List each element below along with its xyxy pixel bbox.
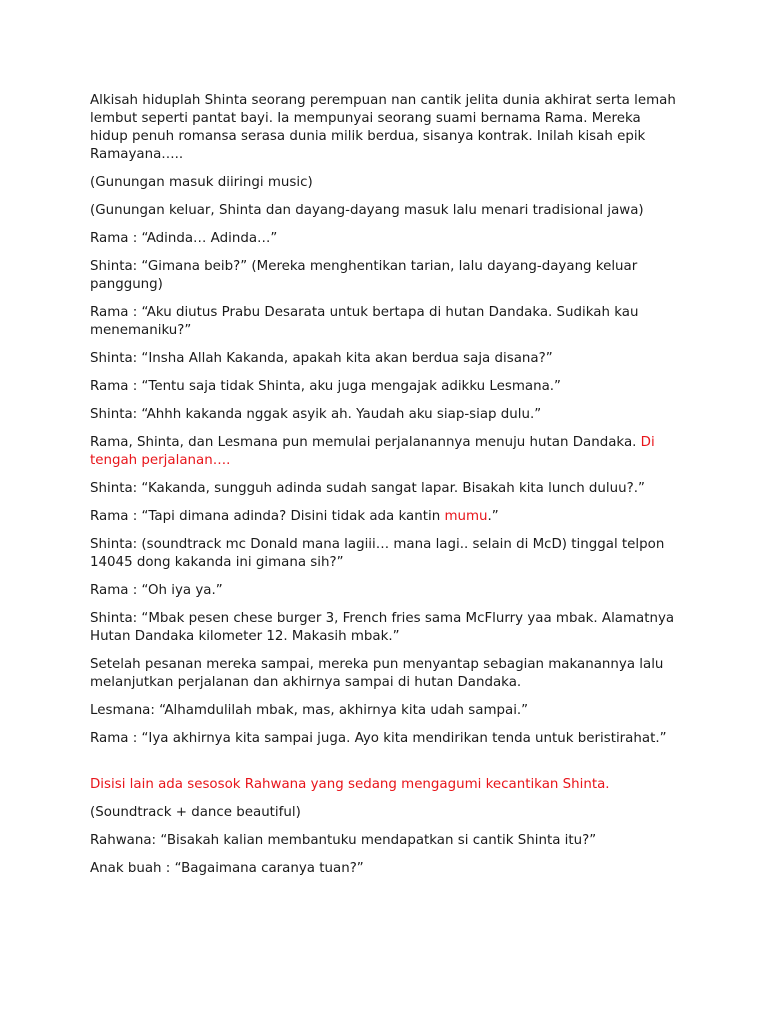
- script-paragraph: [90, 730, 680, 748]
- script-paragraph: [90, 434, 680, 470]
- script-paragraph: [90, 230, 680, 248]
- script-paragraph: [90, 174, 680, 192]
- script-paragraph: [90, 258, 680, 294]
- text-run: Lesmana: “Alhamdulilah mbak, mas, akhirnya kita udah sampai.”: [90, 703, 529, 718]
- text-run: .”: [487, 509, 499, 524]
- script-paragraph: [90, 776, 680, 794]
- text-run: Shinta: (soundtrack mc Donald mana lagiii… mana lagi.. selain di McD) tinggal telpon 14045 dong kakanda ini gimana sih?”: [90, 537, 665, 570]
- script-paragraph: [90, 378, 680, 396]
- script-paragraph: [90, 656, 680, 692]
- script-paragraph: [90, 536, 680, 572]
- script-paragraph: [90, 508, 680, 526]
- highlighted-text-run: Disisi lain ada sesosok Rahwana yang sedang mengagumi kecantikan Shinta.: [90, 777, 610, 792]
- text-run: Alkisah hiduplah Shinta seorang perempuan nan cantik jelita dunia akhirat serta lemah lembut seperti pantat bayi. Ia mempunyai seorang suami bernama Rama. Mereka hidup penuh romansa serasa dunia milik berdua, sisanya kontrak. Inilah kisah epik Ramayana…..: [90, 93, 676, 162]
- text-run: Shinta: “Gimana beib?” (Mereka menghentikan tarian, lalu dayang-dayang keluar panggung): [90, 259, 638, 292]
- text-run: (Gunungan masuk diiringi music): [90, 175, 313, 190]
- document-page: [90, 92, 680, 888]
- script-paragraph: [90, 582, 680, 600]
- text-run: Rama : “Tentu saja tidak Shinta, aku juga mengajak adikku Lesmana.”: [90, 379, 561, 394]
- text-run: (Gunungan keluar, Shinta dan dayang-dayang masuk lalu menari tradisional jawa): [90, 203, 644, 218]
- highlighted-text-run: mumu: [444, 509, 488, 524]
- script-paragraph: [90, 202, 680, 220]
- text-run: Rahwana: “Bisakah kalian membantuku mendapatkan si cantik Shinta itu?”: [90, 833, 597, 848]
- text-run: Rama : “Aku diutus Prabu Desarata untuk bertapa di hutan Dandaka. Sudikah kau menemaniku?”: [90, 305, 639, 338]
- text-run: Rama, Shinta, dan Lesmana pun memulai perjalanannya menuju hutan Dandaka.: [90, 435, 641, 450]
- script-paragraph: [90, 350, 680, 368]
- script-paragraph: [90, 304, 680, 340]
- script-paragraph: [90, 92, 680, 164]
- text-run: (Soundtrack + dance beautiful): [90, 805, 301, 820]
- script-paragraph: [90, 610, 680, 646]
- text-run: Rama : “Iya akhirnya kita sampai juga. Ayo kita mendirikan tenda untuk beristirahat.”: [90, 731, 667, 746]
- text-run: Rama : “Adinda… Adinda…”: [90, 231, 278, 246]
- script-paragraph: [90, 860, 680, 878]
- text-run: Shinta: “Insha Allah Kakanda, apakah kita akan berdua saja disana?”: [90, 351, 553, 366]
- text-run: Rama : “Tapi dimana adinda? Disini tidak ada kantin: [90, 509, 445, 524]
- script-paragraph: [90, 832, 680, 850]
- script-paragraph: [90, 480, 680, 498]
- script-paragraph: [90, 804, 680, 822]
- text-run: Setelah pesanan mereka sampai, mereka pun menyantap sebagian makanannya lalu melanjutkan perjalanan dan akhirnya sampai di hutan Dandaka.: [90, 657, 664, 690]
- text-run: Anak buah : “Bagaimana caranya tuan?”: [90, 861, 364, 876]
- text-run: Shinta: “Mbak pesen chese burger 3, French fries sama McFlurry yaa mbak. Alamatnya Hutan Dandaka kilometer 12. Makasih mbak.”: [90, 611, 675, 644]
- text-run: Shinta: “Kakanda, sungguh adinda sudah sangat lapar. Bisakah kita lunch duluu?.”: [90, 481, 645, 496]
- script-paragraph: [90, 702, 680, 720]
- text-run: Shinta: “Ahhh kakanda nggak asyik ah. Yaudah aku siap-siap dulu.”: [90, 407, 542, 422]
- text-run: Rama : “Oh iya ya.”: [90, 583, 223, 598]
- highlighted-text-run: Di tengah perjalanan….: [90, 435, 655, 468]
- script-paragraph: [90, 406, 680, 424]
